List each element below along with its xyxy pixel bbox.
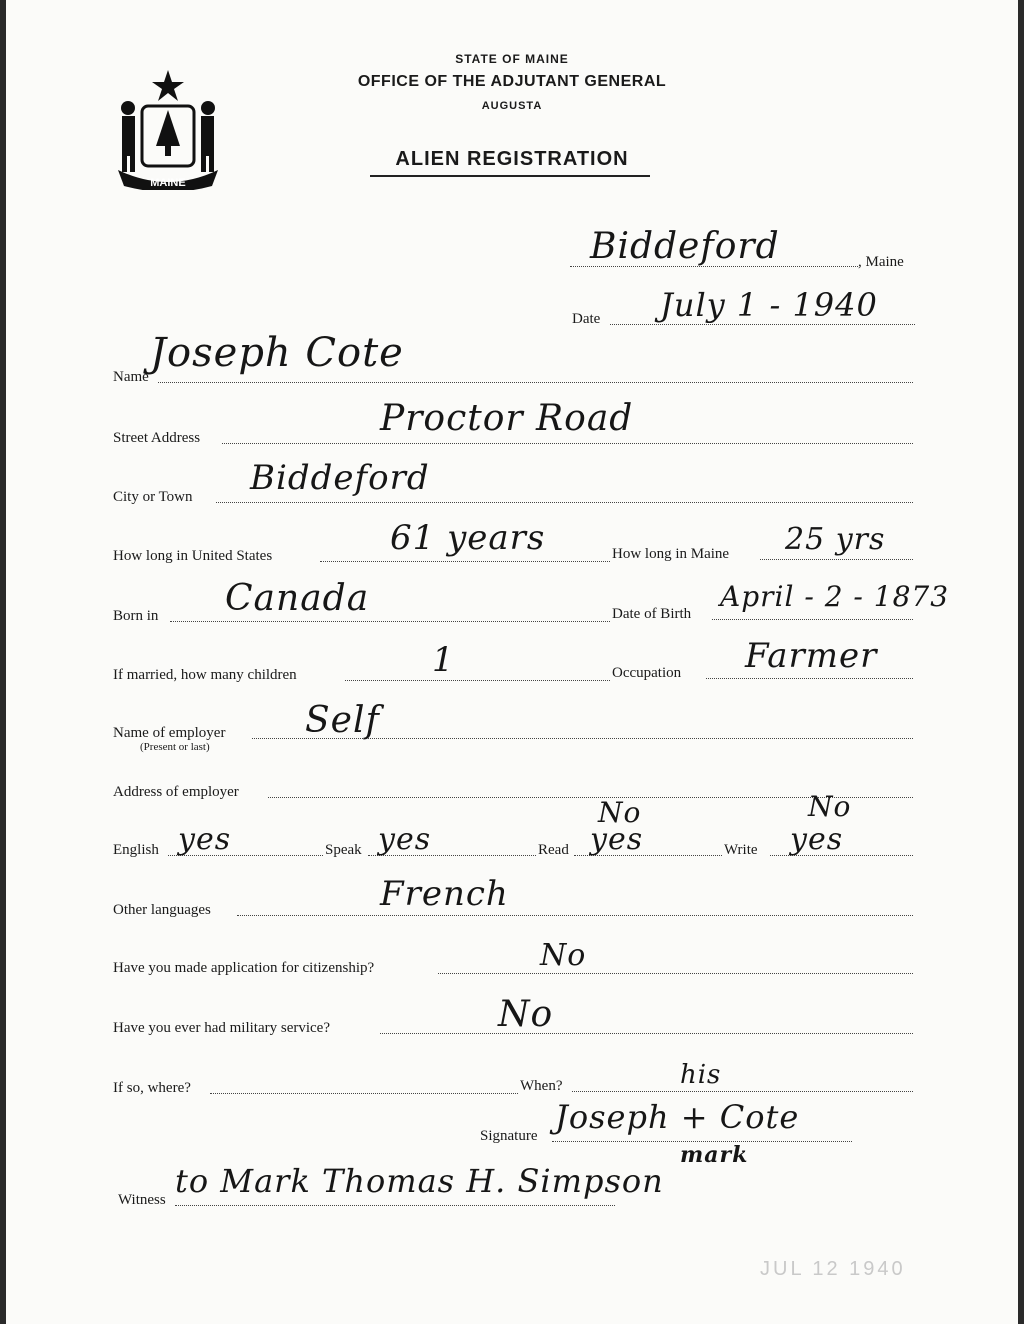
entry-city: Biddeford bbox=[250, 458, 430, 498]
label-born-in: Born in bbox=[113, 608, 159, 624]
entry-speak: yes bbox=[378, 822, 432, 857]
label-how-long-us: How long in United States bbox=[113, 548, 273, 564]
entry-sig-his: his bbox=[680, 1060, 722, 1090]
label-children: If married, how many children bbox=[113, 667, 297, 683]
entry-employer: Self bbox=[305, 700, 380, 741]
entry-town: Biddeford bbox=[590, 226, 780, 267]
label-witness: Witness bbox=[118, 1192, 166, 1208]
received-stamp: JUL 12 1940 bbox=[760, 1258, 906, 1280]
seal-text: MAINE bbox=[150, 177, 186, 189]
label-when: When? bbox=[520, 1078, 563, 1094]
label-citizenship: Have you made application for citizenship? bbox=[113, 960, 375, 976]
form-title: ALIEN REGISTRATION bbox=[395, 148, 629, 170]
label-military: Have you ever had military service? bbox=[113, 1020, 330, 1036]
label-date-of-birth: Date of Birth bbox=[612, 606, 692, 622]
label-write: Write bbox=[724, 842, 758, 858]
label-occupation: Occupation bbox=[612, 665, 682, 681]
label-name: Name bbox=[113, 369, 149, 385]
label-city: City or Town bbox=[113, 489, 193, 505]
label-signature: Signature bbox=[480, 1128, 538, 1144]
label-english: English bbox=[113, 842, 159, 858]
label-street: Street Address bbox=[113, 430, 201, 446]
entry-date-of-birth: April - 2 - 1873 bbox=[720, 580, 950, 613]
maine-seal-icon bbox=[112, 66, 224, 190]
entry-years-us: 61 years bbox=[390, 518, 546, 558]
label-how-long-maine: How long in Maine bbox=[612, 546, 730, 562]
entry-other-languages: French bbox=[380, 874, 509, 914]
label-other-languages: Other languages bbox=[113, 902, 211, 918]
entry-born-in: Canada bbox=[225, 578, 370, 619]
scan-edge-right bbox=[1018, 0, 1024, 1324]
entry-sig-mark: mark bbox=[680, 1142, 749, 1168]
entry-english: yes bbox=[178, 822, 232, 857]
entry-children: 1 bbox=[432, 640, 455, 680]
label-employer: Name of employer bbox=[113, 725, 226, 741]
entry-name: Joseph Cote bbox=[150, 330, 404, 376]
entry-write-no: No bbox=[808, 790, 852, 823]
header-state: STATE OF MAINE bbox=[455, 52, 569, 66]
label-if-so-where: If so, where? bbox=[113, 1080, 191, 1096]
label-employer-address: Address of employer bbox=[113, 784, 239, 800]
entry-read: yes bbox=[590, 822, 644, 857]
scan-edge-left bbox=[0, 0, 6, 1324]
entry-write: yes bbox=[790, 822, 844, 857]
header-office: OFFICE OF THE ADJUTANT GENERAL bbox=[357, 73, 667, 90]
label-speak: Speak bbox=[325, 842, 362, 858]
entry-witness: to Mark Thomas H. Simpson bbox=[175, 1162, 664, 1200]
title-underline bbox=[370, 175, 650, 177]
header-city: AUGUSTA bbox=[481, 100, 543, 112]
entry-read-no: No bbox=[598, 796, 642, 829]
label-maine: , Maine bbox=[858, 254, 904, 270]
entry-occupation: Farmer bbox=[745, 636, 878, 676]
entry-military: No bbox=[498, 994, 554, 1035]
label-read: Read bbox=[538, 842, 569, 858]
entry-years-maine: 25 yrs bbox=[785, 522, 886, 557]
entry-citizenship: No bbox=[540, 938, 587, 973]
entry-date: July 1 - 1940 bbox=[660, 286, 878, 324]
entry-signature: Joseph + Cote bbox=[555, 1098, 800, 1136]
label-employer-note: (Present or last) bbox=[140, 741, 210, 753]
entry-street: Proctor Road bbox=[380, 398, 634, 439]
label-date: Date bbox=[572, 311, 601, 327]
